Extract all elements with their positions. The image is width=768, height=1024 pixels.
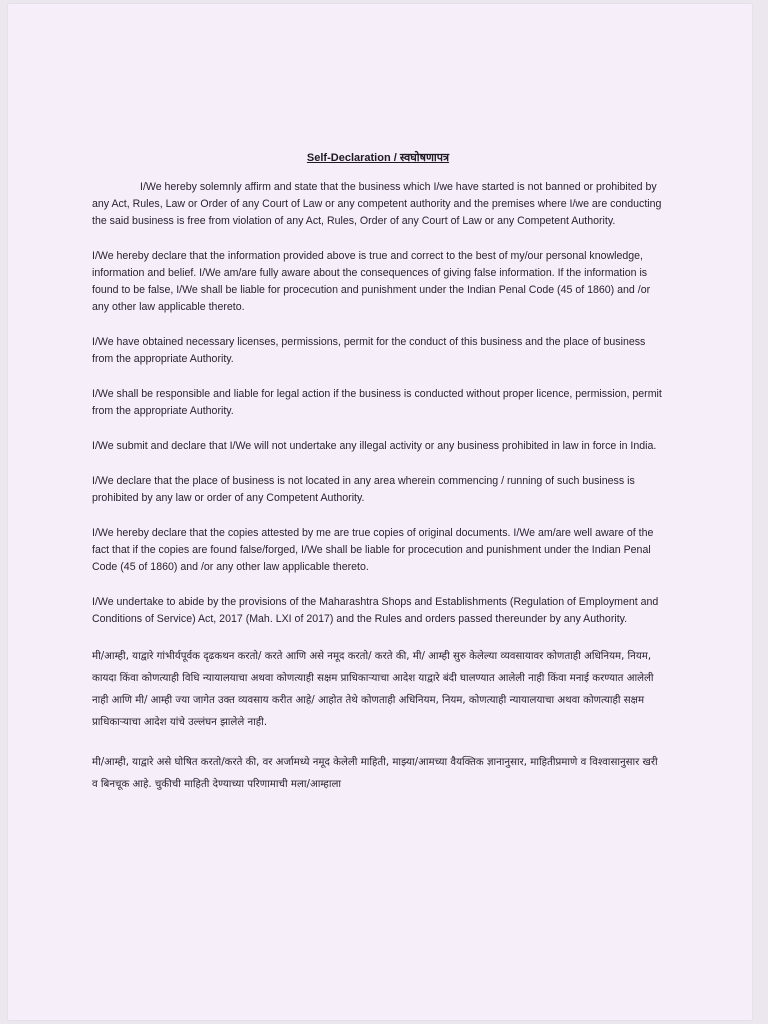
paragraph-affirmation: I/We hereby solemnly affirm and state that the business which I/we have started is not banned or prohibited by any Act, Rules, Law or Order of any Court of Law or any competent authority and the premises where I/we are conducting the said business is free from violation of any Act, Rules, Order of any Court of Law or any Competent Authority.	[92, 181, 662, 227]
document-body	[92, 150, 664, 814]
paragraph-shops-act: I/We undertake to abide by the provisions of the Maharashtra Shops and Establishments (Regulation of Employment and Conditions of Service) Act, 2017 (Mah. LXI of 2017) and the Rules and orders passed thereunder by any Authority.	[92, 596, 659, 625]
paragraph-no-illegal-activity: I/We submit and declare that I/We will not undertake any illegal activity or any business prohibited in law in force in India.	[92, 440, 657, 452]
marathi-paragraph-declaration: मी/आम्ही, याद्वारे असे घोषित करतो/करते की, वर अर्जामध्ये नमूद केलेली माहिती, माझ्या/आमच्या वैयक्तिक ज्ञानानुसार, माहितीप्रमाणे व विश्वासानुसार खरी व बिनचूक आहे. चुकीची माहिती देण्याच्या परिणामाची मला/आम्हाला	[92, 757, 658, 790]
paragraph-licenses: I/We have obtained necessary licenses, permissions, permit for the conduct of this business and the place of business from the appropriate Authority.	[92, 336, 646, 365]
paragraph-responsibility: I/We shall be responsible and liable for legal action if the business is conducted without proper licence, permission, permit from the appropriate Authority.	[92, 388, 662, 417]
paragraph-information-true: I/We hereby declare that the information provided above is true and correct to the best of my/our personal knowledge, information and belief. I/We am/are fully aware about the consequences of giving false information. If the information is found to be false, I/We shall be liable for procecution and punishment under the Indian Penal Code (45 of 1860) and /or any other law applicable thereto.	[92, 250, 651, 313]
document-title: Self-Declaration / स्वघोषणापत्र	[306, 152, 450, 164]
paragraph-attested-copies: I/We hereby declare that the copies attested by me are true copies of original documents. I/We am/are well aware of the fact that if the copies are found false/forged, I/We shall be liable for procecution and punishment under the Indian Penal Code (45 of 1860) and /or any other law applicable thereto.	[92, 527, 654, 573]
document-page	[8, 4, 752, 1020]
paragraph-place-of-business: I/We declare that the place of business is not located in any area wherein commencing / running of such business is prohibited by any law or order of any Competent Authority.	[92, 475, 635, 504]
marathi-paragraph-affirmation: मी/आम्ही, याद्वारे गांभीर्यपूर्वक दृढकथन करतो/ करते आणि असे नमूद करतो/ करते की, मी/ आम्ही सुरु केलेल्या व्यवसायावर कोणताही अधिनियम, नियम, कायदा किंवा कोणत्याही विधि न्यायालयाचा अथवा कोणत्याही सक्षम प्राधिकाऱ्याचा आदेश याद्वारे बंदी घालण्यात आलेली नाही किंवा मनाई करण्यात आलेली नाही आणि मी/ आम्ही ज्या जागेत उक्त व्यवसाय करीत आहे/ आहोत तेथे कोणताही अधिनियम, नियम, कोणत्याही न्यायालयाचा अथवा कोणत्याही सक्षम प्राधिकाऱ्याचा आदेश यांचे उल्लंघन झालेले नाही.	[92, 651, 654, 728]
